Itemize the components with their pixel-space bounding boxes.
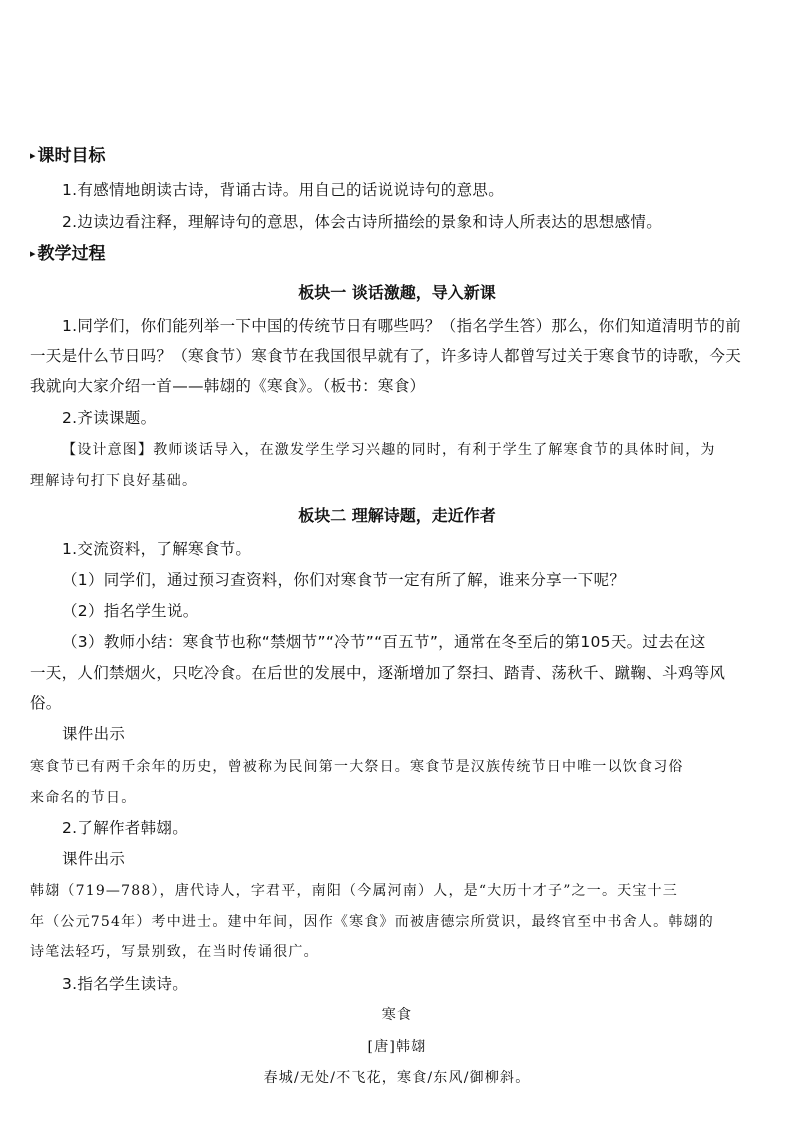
block2-item-1b: （2）指名学生说。 <box>62 602 199 620</box>
block2-item-2: 2.了解作者韩翃。 <box>62 819 188 837</box>
triangle-marker-icon: ▸ <box>30 149 36 162</box>
process-heading-text: 教学过程 <box>37 244 106 264</box>
courseware-text-line: 来命名的节日。 <box>30 790 137 806</box>
objectives-heading <box>30 145 764 167</box>
block2-item-1: 1.交流资料，了解寒食节。 <box>62 540 252 558</box>
objectives-heading-text: 课时目标 <box>37 146 106 166</box>
block1-item-2: 2.齐读课题。 <box>62 409 157 427</box>
courseware-label: 课件出示 <box>62 850 126 868</box>
block2-item-1c-line: （3）教师小结：寒食节也称“禁烟节”“冷节”“百五节”，通常在冬至后的第105天。过去在这 <box>62 633 706 651</box>
courseware-text-line: 寒食节已有两千余年的历史，曾被称为民间第一大祭日。寒食节是汉族传统节日中唯一以饮食习俗 <box>30 759 684 775</box>
process-heading <box>30 243 764 265</box>
poem-line: 春城/无处/不飞花，寒食/东风/御柳斜。 <box>263 1070 531 1086</box>
design-intent-line: 【设计意图】教师谈话导入，在激发学生学习兴趣的同时，有利于学生了解寒食节的具体时间，为 <box>62 442 716 458</box>
block2-item-1c-line: 俗。 <box>30 694 62 712</box>
block2-item-1a: （1）同学们，通过预习查资料，你们对寒食节一定有所了解，谁来分享一下呢？ <box>62 571 626 589</box>
block1-paragraph-line: 1.同学们，你们能列举一下中国的传统节日有哪些吗？（指名学生答）那么，你们知道清明节的前 <box>62 317 741 335</box>
triangle-marker-icon: ▸ <box>30 247 36 260</box>
block2-item-3: 3.指名学生读诗。 <box>62 975 188 993</box>
block2-item-1c-line: 一天，人们禁烟火，只吃冷食。在后世的发展中，逐渐增加了祭扫、踏青、荡秋千、蹴鞠、斗鸡等风 <box>30 664 726 682</box>
objective-item-2: 2.边读边看注释，理解诗句的意思，体会古诗所描绘的景象和诗人所表达的思想感情。 <box>62 213 662 231</box>
block2-title: 板块二 理解诗题，走近作者 <box>298 506 496 525</box>
courseware-text-line: 年（公元754年）考中进士。建中年间，因作《寒食》而被唐德宗所赏识，最终官至中书舍人。韩翃的 <box>30 914 714 930</box>
courseware-text-line: 韩翃（719—788），唐代诗人，字君平，南阳（今属河南）人，是“大历十才子”之一。天宝十三 <box>30 883 678 899</box>
block1-title: 板块一 谈话激趣，导入新课 <box>298 283 496 302</box>
block1-paragraph-line: 我就向大家介绍一首——韩翃的《寒食》。（板书：寒食） <box>30 377 426 395</box>
objective-item-1: 1.有感情地朗读古诗，背诵古诗。用自己的话说说诗句的意思。 <box>62 181 504 199</box>
courseware-text-line: 诗笔法轻巧，写景别致，在当时传诵很广。 <box>30 944 319 960</box>
poem-author: [唐]韩翃 <box>367 1039 427 1055</box>
poem-title: 寒食 <box>381 1007 413 1023</box>
design-intent-line: 理解诗句打下良好基础。 <box>30 473 198 489</box>
courseware-label: 课件出示 <box>62 725 126 743</box>
block1-paragraph-line: 一天是什么节日吗？（寒食节）寒食节在我国很早就有了，许多诗人都曾写过关于寒食节的诗歌，今天 <box>30 347 742 365</box>
